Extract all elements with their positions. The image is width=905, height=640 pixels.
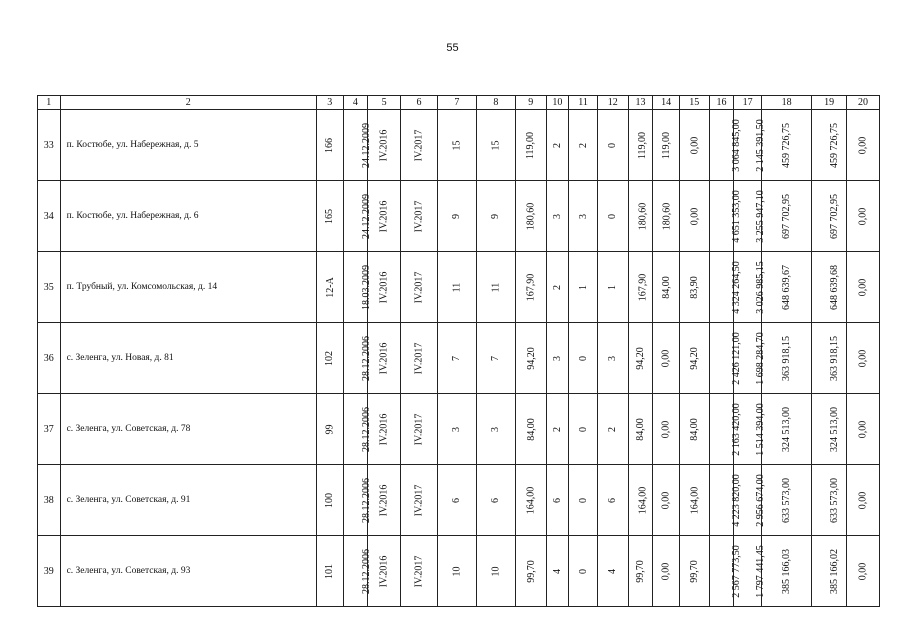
- value-cell: IV.2017: [401, 465, 438, 536]
- value-cell: IV.2016: [368, 465, 401, 536]
- value-cell: 9: [437, 181, 476, 252]
- table-row: [38, 465, 880, 536]
- address-cell: с. Зеленга, ул. Советская, д. 93: [60, 536, 316, 607]
- value-cell: 1 514 394,00: [734, 394, 762, 465]
- header-cell: 7: [437, 96, 476, 110]
- value-cell: 0: [569, 394, 598, 465]
- value-cell: IV.2016: [368, 181, 401, 252]
- header-cell: 19: [812, 96, 847, 110]
- header-cell: 15: [679, 96, 709, 110]
- header-cell: 14: [653, 96, 680, 110]
- value-cell: IV.2016: [368, 536, 401, 607]
- value-cell: IV.2016: [368, 323, 401, 394]
- value-cell: 459 726,75: [812, 110, 847, 181]
- value-cell: 1 698 284,70: [734, 323, 762, 394]
- value-cell: 0,00: [847, 323, 880, 394]
- row-number-cell: 37: [38, 394, 61, 465]
- value-cell: IV.2017: [401, 252, 438, 323]
- value-cell: 633 573,00: [812, 465, 847, 536]
- value-cell: 0,00: [679, 110, 709, 181]
- value-cell: 119,00: [653, 110, 680, 181]
- value-cell: 1: [597, 252, 628, 323]
- value-cell: 0: [597, 110, 628, 181]
- value-cell: 100: [316, 465, 343, 536]
- value-cell: 0,00: [847, 536, 880, 607]
- value-cell: 12-А: [316, 252, 343, 323]
- value-cell: 459 726,75: [761, 110, 811, 181]
- value-cell: 2: [546, 110, 569, 181]
- value-cell: 7: [476, 323, 515, 394]
- value-cell: 83,90: [679, 252, 709, 323]
- value-cell: 324 513,00: [761, 394, 811, 465]
- value-cell: 101: [316, 536, 343, 607]
- header-cell: 20: [847, 96, 880, 110]
- value-cell: IV.2017: [401, 110, 438, 181]
- value-cell: 6: [476, 465, 515, 536]
- row-number-cell: 33: [38, 110, 61, 181]
- value-cell: 84,00: [628, 394, 653, 465]
- value-cell: 3 026 985,15: [734, 252, 762, 323]
- value-cell: 2 956 674,00: [734, 465, 762, 536]
- header-cell: 8: [476, 96, 515, 110]
- value-cell: 4 223 820,00: [709, 465, 734, 536]
- value-cell: 0,00: [847, 181, 880, 252]
- header-row: [38, 96, 880, 110]
- value-cell: 84,00: [515, 394, 546, 465]
- value-cell: 2: [569, 110, 598, 181]
- value-cell: 3 064 845,00: [709, 110, 734, 181]
- value-cell: 2: [546, 252, 569, 323]
- table-row: [38, 394, 880, 465]
- value-cell: 648 639,68: [812, 252, 847, 323]
- value-cell: 94,20: [679, 323, 709, 394]
- header-cell: 6: [401, 96, 438, 110]
- value-cell: 24.12.2009: [343, 110, 368, 181]
- value-cell: 28.12.2006: [343, 465, 368, 536]
- value-cell: 15: [437, 110, 476, 181]
- value-cell: 94,20: [515, 323, 546, 394]
- value-cell: 6: [546, 465, 569, 536]
- value-cell: 324 513,00: [812, 394, 847, 465]
- value-cell: 119,00: [515, 110, 546, 181]
- value-cell: 165: [316, 181, 343, 252]
- row-number-cell: 34: [38, 181, 61, 252]
- value-cell: 119,00: [628, 110, 653, 181]
- value-cell: 3 255 947,10: [734, 181, 762, 252]
- value-cell: 164,00: [515, 465, 546, 536]
- value-cell: 10: [437, 536, 476, 607]
- value-cell: 6: [437, 465, 476, 536]
- value-cell: 633 573,00: [761, 465, 811, 536]
- row-number-cell: 38: [38, 465, 61, 536]
- value-cell: 2 426 121,00: [709, 323, 734, 394]
- address-cell: с. Зеленга, ул. Советская, д. 78: [60, 394, 316, 465]
- value-cell: 1: [569, 252, 598, 323]
- value-cell: 167,90: [628, 252, 653, 323]
- value-cell: 3: [546, 323, 569, 394]
- value-cell: 18.03.2009: [343, 252, 368, 323]
- value-cell: 11: [437, 252, 476, 323]
- value-cell: 0,00: [653, 465, 680, 536]
- value-cell: 24.12.2009: [343, 181, 368, 252]
- table-row: [38, 536, 880, 607]
- value-cell: 3: [597, 323, 628, 394]
- value-cell: 697 702,95: [812, 181, 847, 252]
- data-table: [37, 95, 880, 607]
- value-cell: 0,00: [847, 465, 880, 536]
- address-cell: с. Зеленга, ул. Советская, д. 91: [60, 465, 316, 536]
- value-cell: 28.12.2006: [343, 323, 368, 394]
- value-cell: 84,00: [679, 394, 709, 465]
- page-number: 55: [446, 42, 459, 54]
- value-cell: 4: [597, 536, 628, 607]
- header-cell: 1: [38, 96, 61, 110]
- header-cell: 18: [761, 96, 811, 110]
- header-cell: 17: [734, 96, 762, 110]
- header-cell: 5: [368, 96, 401, 110]
- header-cell: 3: [316, 96, 343, 110]
- value-cell: 28.12.2006: [343, 536, 368, 607]
- value-cell: 0,00: [847, 110, 880, 181]
- value-cell: 99,70: [628, 536, 653, 607]
- value-cell: 99: [316, 394, 343, 465]
- value-cell: 15: [476, 110, 515, 181]
- value-cell: 99,70: [515, 536, 546, 607]
- value-cell: 7: [437, 323, 476, 394]
- value-cell: 3: [437, 394, 476, 465]
- address-cell: с. Зеленга, ул. Новая, д. 81: [60, 323, 316, 394]
- value-cell: 0: [569, 323, 598, 394]
- value-cell: 0: [569, 465, 598, 536]
- value-cell: 2 567 773,50: [709, 536, 734, 607]
- value-cell: 2: [597, 394, 628, 465]
- value-cell: 3: [569, 181, 598, 252]
- value-cell: 0,00: [847, 252, 880, 323]
- value-cell: 10: [476, 536, 515, 607]
- value-cell: 0: [597, 181, 628, 252]
- header-cell: 11: [569, 96, 598, 110]
- header-cell: 2: [60, 96, 316, 110]
- value-cell: 180,60: [653, 181, 680, 252]
- value-cell: 99,70: [679, 536, 709, 607]
- value-cell: 363 918,15: [812, 323, 847, 394]
- row-number-cell: 36: [38, 323, 61, 394]
- value-cell: 0,00: [653, 536, 680, 607]
- value-cell: 0,00: [653, 394, 680, 465]
- header-cell: 13: [628, 96, 653, 110]
- value-cell: IV.2016: [368, 252, 401, 323]
- header-cell: 10: [546, 96, 569, 110]
- value-cell: 167,90: [515, 252, 546, 323]
- value-cell: 0: [569, 536, 598, 607]
- value-cell: 385 166,02: [812, 536, 847, 607]
- value-cell: 2 145 391,50: [734, 110, 762, 181]
- row-number-cell: 35: [38, 252, 61, 323]
- value-cell: 697 702,95: [761, 181, 811, 252]
- value-cell: 6: [597, 465, 628, 536]
- value-cell: 180,60: [628, 181, 653, 252]
- table-row: [38, 323, 880, 394]
- value-cell: 4: [546, 536, 569, 607]
- value-cell: 648 639,67: [761, 252, 811, 323]
- table-row: [38, 181, 880, 252]
- row-number-cell: 39: [38, 536, 61, 607]
- value-cell: 11: [476, 252, 515, 323]
- value-cell: IV.2017: [401, 181, 438, 252]
- value-cell: 2 163 420,00: [709, 394, 734, 465]
- value-cell: 4 651 353,00: [709, 181, 734, 252]
- value-cell: IV.2017: [401, 536, 438, 607]
- value-cell: 0,00: [653, 323, 680, 394]
- value-cell: 0,00: [679, 181, 709, 252]
- value-cell: 3: [476, 394, 515, 465]
- value-cell: 4 324 264,50: [709, 252, 734, 323]
- value-cell: 164,00: [628, 465, 653, 536]
- value-cell: 1 797 441,45: [734, 536, 762, 607]
- value-cell: 84,00: [653, 252, 680, 323]
- value-cell: 0,00: [847, 394, 880, 465]
- value-cell: IV.2016: [368, 394, 401, 465]
- address-cell: п. Трубный, ул. Комсомольская, д. 14: [60, 252, 316, 323]
- value-cell: 166: [316, 110, 343, 181]
- table-row: [38, 110, 880, 181]
- value-cell: IV.2017: [401, 394, 438, 465]
- header-cell: 16: [709, 96, 734, 110]
- value-cell: 363 918,15: [761, 323, 811, 394]
- value-cell: 164,00: [679, 465, 709, 536]
- address-cell: п. Костюбе, ул. Набережная, д. 5: [60, 110, 316, 181]
- header-cell: 4: [343, 96, 368, 110]
- header-cell: 12: [597, 96, 628, 110]
- value-cell: 385 166,03: [761, 536, 811, 607]
- value-cell: 180,60: [515, 181, 546, 252]
- value-cell: 94,20: [628, 323, 653, 394]
- value-cell: 2: [546, 394, 569, 465]
- table-row: [38, 252, 880, 323]
- value-cell: 9: [476, 181, 515, 252]
- value-cell: IV.2017: [401, 323, 438, 394]
- value-cell: 102: [316, 323, 343, 394]
- value-cell: 3: [546, 181, 569, 252]
- header-cell: 9: [515, 96, 546, 110]
- value-cell: 28.12.2006: [343, 394, 368, 465]
- value-cell: IV.2016: [368, 110, 401, 181]
- address-cell: п. Костюбе, ул. Набережная, д. 6: [60, 181, 316, 252]
